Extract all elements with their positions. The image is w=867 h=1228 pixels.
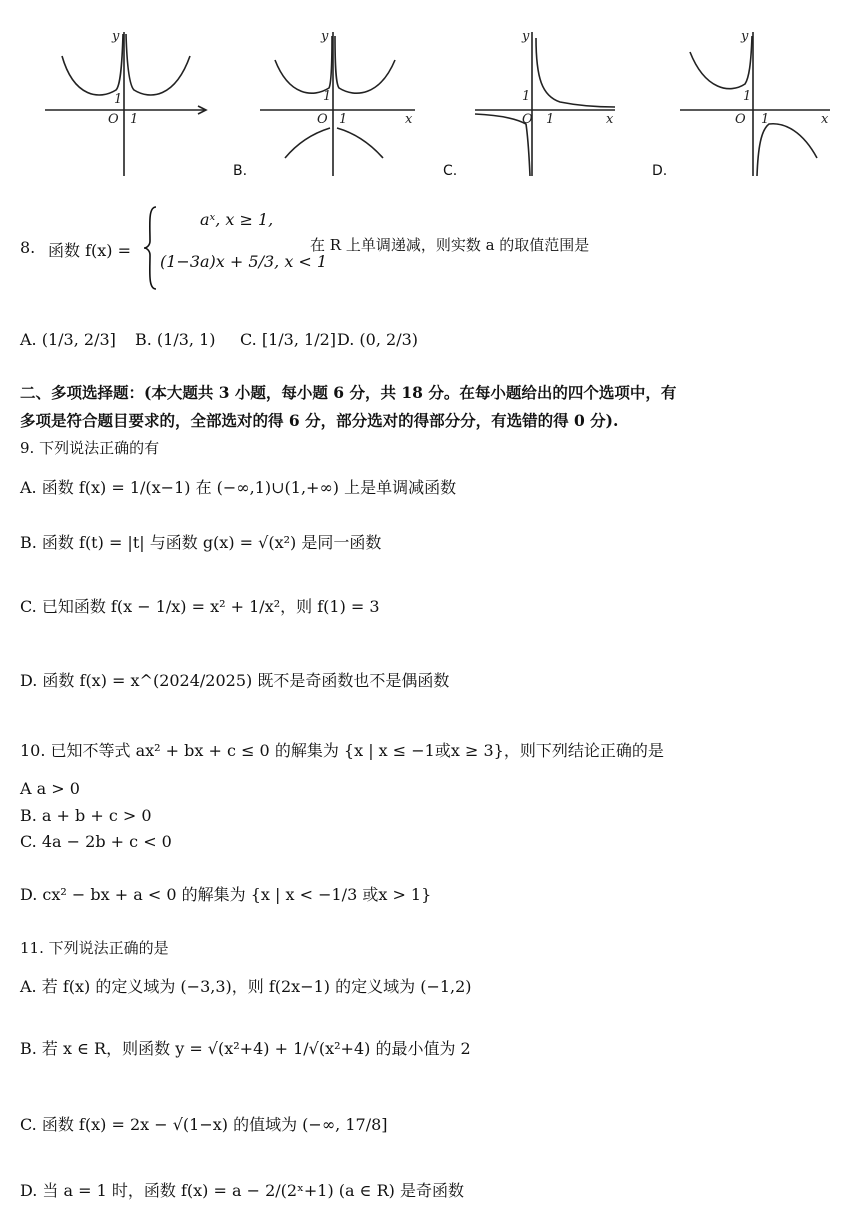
x-axis-label: x [405,112,413,127]
graph-option-c [470,28,620,178]
origin-label: O [108,112,119,127]
q9-option-c: C. 已知函数 f(x − 1/x) = x² + 1/x²，则 f(1) = 3 [20,597,380,616]
q11-option-c: C. 函数 f(x) = 2x − √(1−x) 的值域为 (−∞, 17/8] [20,1115,388,1134]
q11-option-d: D. 当 a = 1 时，函数 f(x) = a − 2/(2ˣ+1) (a ∈ R) 是奇函数 [20,1181,464,1200]
q8-case-2: (1−3a)x + 5/3, x < 1 [160,252,328,271]
x-axis-label: x [606,112,614,127]
one-label: 1 [130,112,139,127]
q8-option-b: B. (1/3, 1) [135,330,216,349]
one-label: 1 [339,112,348,127]
graph-label-d: D. [652,163,668,179]
q10-stem: 10. 已知不等式 ax² + bx + c ≤ 0 的解集为 {x | x ≤ −1或x ≥ 3}，则下列结论正确的是 [20,741,664,760]
q11-option-b: B. 若 x ∈ R，则函数 y = √(x²+4) + 1/√(x²+4) 的最小值为 2 [20,1039,471,1058]
one-label: 1 [114,92,123,107]
q9-option-b: B. 函数 f(t) = |t| 与函数 g(x) = √(x²) 是同一函数 [20,533,382,552]
one-label: 1 [323,89,332,104]
section-2-heading: 二、多项选择题：(本大题共 3 小题，每小题 6 分，共 18 分。在每小题给出的四个选项中，有 [20,383,677,402]
graph-option-d [675,28,835,178]
q10-option-a: A a > 0 [20,779,80,798]
q10-option-b: B. a + b + c > 0 [20,806,152,825]
y-axis-label: y [321,29,329,44]
one-label: 1 [522,89,531,104]
x-axis-label: x [821,112,829,127]
brace-icon [142,205,158,291]
one-label: 1 [743,89,752,104]
q8-number: 8. [20,238,36,257]
graph-label-c: C. [443,163,458,179]
graph-option-a [40,28,215,178]
origin-label: O [735,112,746,127]
q8-option-d: D. (0, 2/3) [337,330,419,349]
q10-option-c: C. 4a − 2b + c < 0 [20,832,172,851]
y-axis-label: y [741,29,749,44]
q9-stem: 9. 下列说法正确的有 [20,439,160,457]
q8-option-c: C. [1/3, 1/2] [240,330,336,349]
q8-option-a: A. (1/3, 2/3] [20,330,116,349]
q8-lead: 函数 f(x) = [48,241,132,260]
y-axis-label: y [522,29,530,44]
q11-stem: 11. 下列说法正确的是 [20,939,169,957]
q8-tail: 在 R 上单调递减，则实数 a 的取值范围是 [310,236,590,254]
q10-option-d: D. cx² − bx + a < 0 的解集为 {x | x < −1/3 或x > 1} [20,885,432,904]
origin-label: O [522,112,533,127]
one-label: 1 [761,112,770,127]
q8-case-1: aˣ, x ≥ 1, [200,210,274,229]
y-axis-label: y [112,29,120,44]
q11-option-a: A. 若 f(x) 的定义域为 (−3,3)，则 f(2x−1) 的定义域为 (−1,2) [20,977,472,996]
graph-label-b: B. [233,163,248,179]
q9-option-d: D. 函数 f(x) = x^(2024/2025) 既不是奇函数也不是偶函数 [20,671,450,690]
q9-option-a: A. 函数 f(x) = 1/(x−1) 在 (−∞,1)∪(1,+∞) 上是单调减函数 [20,478,457,497]
origin-label: O [317,112,328,127]
one-label: 1 [546,112,555,127]
graph-option-b [255,28,425,178]
section-2-instructions: 多项是符合题目要求的，全部选对的得 6 分，部分选对的得部分分，有选错的得 0 分). [20,411,619,430]
